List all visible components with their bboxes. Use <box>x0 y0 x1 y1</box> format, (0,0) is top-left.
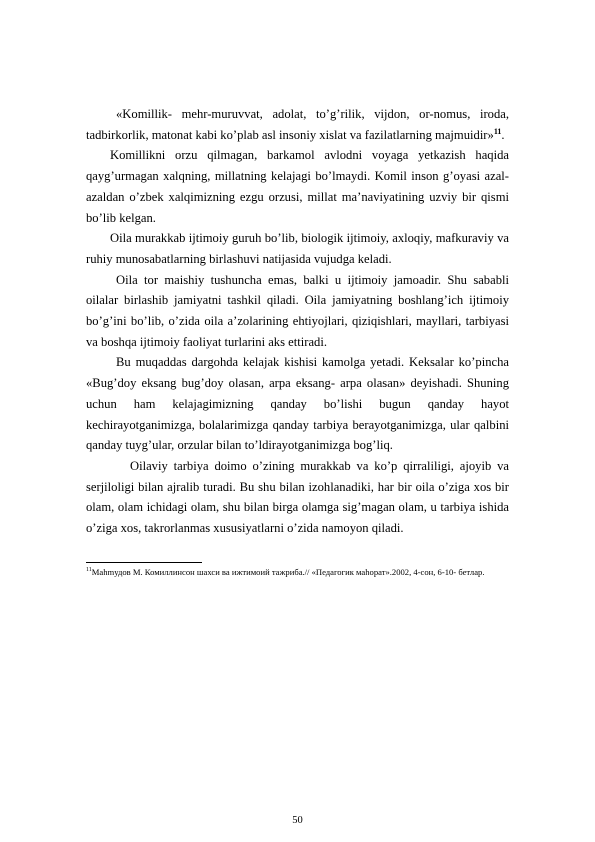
footnote-divider <box>86 562 202 563</box>
paragraph-oila-guruh: Oila murakkab ijtimoiy guruh bo’lib, biologik ijtimoiy, axloqiy, mafkuraviy va ruhiy munosabatlarning birlashuvi natijasida vujudga keladi. <box>86 231 509 266</box>
page-number: 50 <box>292 815 303 826</box>
paragraph-text: «Komillik- mehr-muruvvat, adolat, to’g’rilik, vijdon, or-nomus, iroda, tadbirkorlik, matonat kabi ko’plab asl insoniy xislat va fazilatlarning majmuidir» <box>86 107 509 142</box>
body-text <box>86 104 509 539</box>
paragraph-oilaviy-tarbiya: Oilaviy tarbiya doimo o’zining murakkab va ko’p qirraliligi, ajoyib va serjiloligi bilan ajralib turadi. Bu shu bilan izohlanadiki, har bir oila o’ziga xos bir olam, olam ichidagi olam, shu bilan birga olamga sig’magan olam, u tarbiya ishida o’ziga xos, takrorlanmas xususiyatlarni o’zida namoyon qiladi. <box>86 458 509 536</box>
footnote-number: 11 <box>86 567 92 574</box>
footnote-text: Mahmудов М. Комиллинсон шахси ва ижтимоий тажриба.// «Педагогик маhорат».2002, 4-сон, 6-10- бетлар. <box>91 567 485 577</box>
footnote <box>86 565 509 580</box>
paragraph-oila-jamoa: Oila tor maishiy tushuncha emas, balki u ijtimoiy jamoadir. Shu sababli oilalar birlashib jamiyatni tashkil qiladi. Oila jamiyatning boshlang’ich ijtimoiy bo’g’ini bo’lib, o’zida oila a’zolarining ehtiyojlari, qiziqishlari, mayllari, tarbiyasi va boshqa ijtimoiy faoliyat turlarini aks ettiradi. <box>86 272 509 349</box>
footnote-reference[interactable]: 11 <box>493 126 502 136</box>
paragraph-end-punctuation: . <box>501 127 505 142</box>
paragraph-barkamol-avlod: Komillikni orzu qilmagan, barkamol avlodni voyaga yetkazish haqida qayg’urmagan xalqning, millatning kelajagi bo’lmaydi. Komil inson g’oyasi azal-azaldan o’zbek xalqimizning ezgu orzusi, millat ma’naviyatining uzviy bir qismi bo’lib kelgan. <box>86 148 509 225</box>
paragraph-muqaddas-dargoh: Bu muqaddas dargohda kelajak kishisi kamolga yetadi. Keksalar ko’pincha «Bug’doy eksang bug’doy olasan, arpa eksang- arpa olasan» deyishadi. Shuning uchun ham kelajagimizning qanday bo’lishi bugun qanday hayot kechirayotganimizga, bolalarimizga qanday tarbiya berayotganimizga, ular qalbini qanday tuyg’ular, orzular bilan to’ldirayotganimizga bog’liq. <box>86 355 509 453</box>
paragraph-komillik-definition <box>86 104 509 145</box>
